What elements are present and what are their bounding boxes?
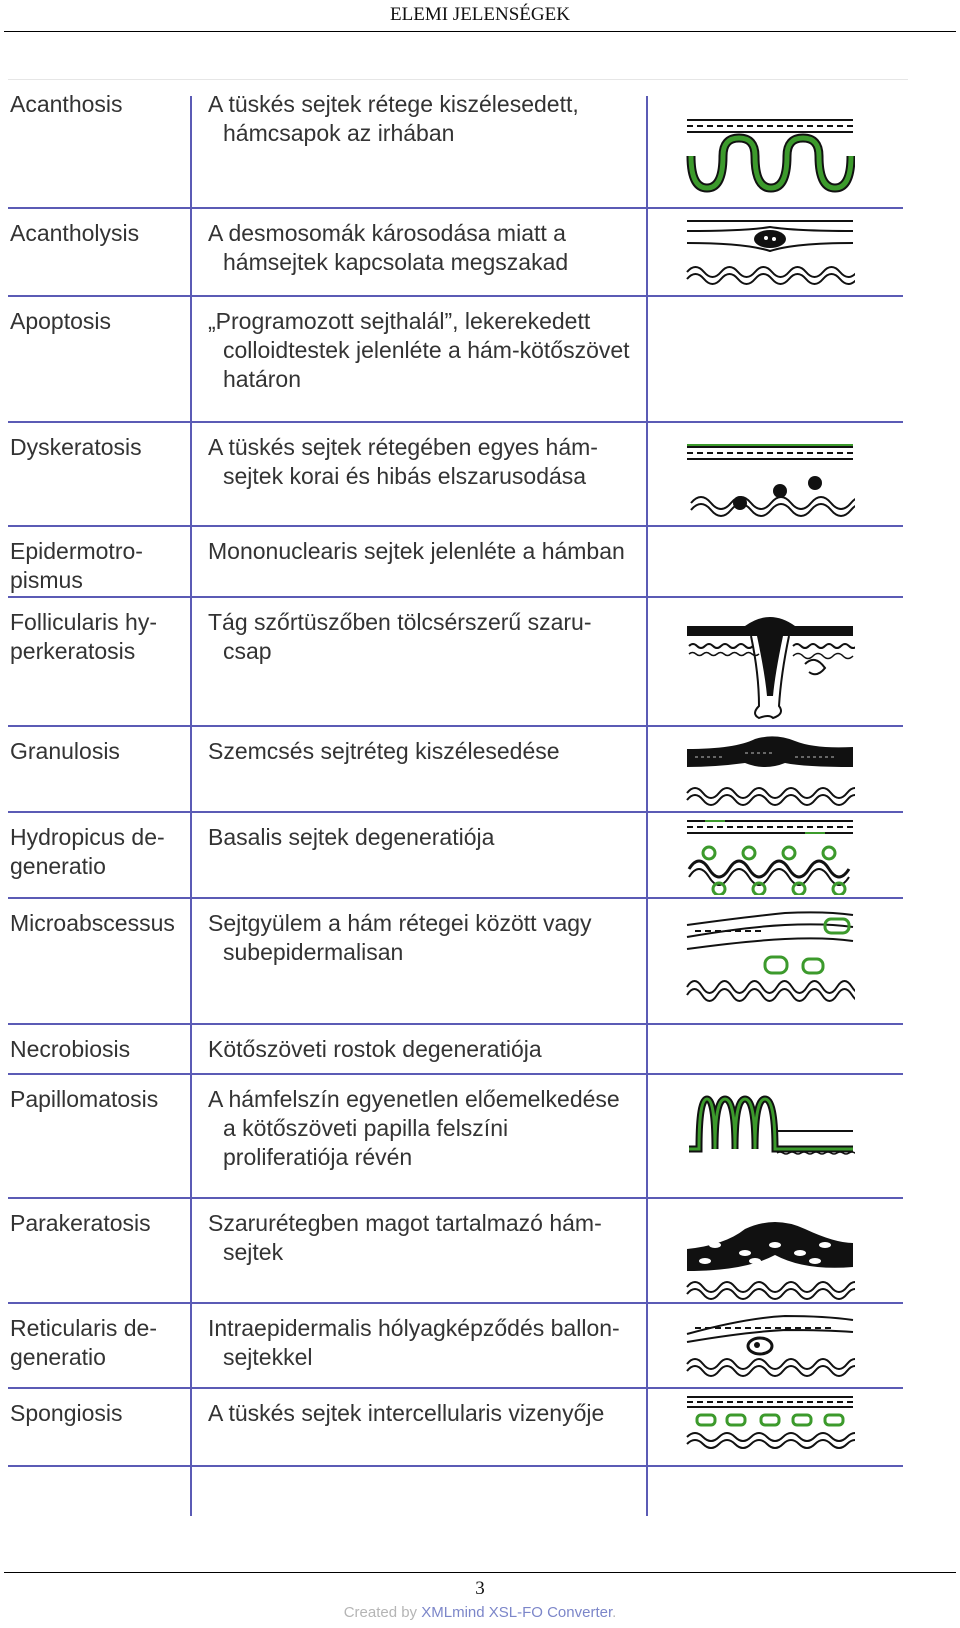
table-row bbox=[8, 1387, 903, 1465]
description-line: „Programozott sejthalál”, lekerekedett bbox=[208, 308, 591, 334]
table-row bbox=[8, 811, 903, 897]
terms-table-figure bbox=[8, 79, 908, 1542]
description-line: A desmosomák károsodása miatt a bbox=[208, 220, 566, 246]
table-bottom-rule bbox=[8, 1465, 903, 1467]
schematic-illustration bbox=[685, 441, 855, 526]
term-label: Spongiosis bbox=[10, 1400, 123, 1426]
term-description bbox=[208, 90, 673, 148]
description-line: sejtek bbox=[223, 1239, 284, 1265]
description-line: határon bbox=[223, 366, 302, 392]
table-row bbox=[8, 725, 903, 811]
term-label: Necrobiosis bbox=[10, 1036, 131, 1062]
description-line: sejtekkel bbox=[223, 1344, 313, 1370]
table-row bbox=[8, 1197, 903, 1302]
description-line: a kötőszöveti papilla felszíni bbox=[223, 1115, 509, 1141]
table-row bbox=[8, 1023, 903, 1073]
table-row bbox=[8, 525, 903, 596]
description-line: proliferatiója révén bbox=[223, 1144, 413, 1170]
term-label: Hydropicus de- generatio bbox=[10, 824, 165, 879]
description-line: A tüskés sejtek rétegében egyes hám- bbox=[208, 434, 598, 460]
term-description bbox=[208, 537, 673, 566]
table-row bbox=[8, 1302, 903, 1387]
description-line: A tüskés sejtek intercellularis vizenyője bbox=[208, 1400, 605, 1426]
description-line: Kötőszöveti rostok degeneratiója bbox=[208, 1036, 542, 1062]
term-description bbox=[208, 823, 673, 852]
term-description bbox=[208, 1314, 673, 1372]
term-label: Granulosis bbox=[10, 738, 120, 764]
table-row bbox=[8, 80, 903, 207]
footer-rule bbox=[4, 1572, 956, 1573]
schematic-illustration bbox=[685, 817, 855, 900]
description-line: Mononuclearis sejtek jelenléte a hámban bbox=[208, 538, 625, 564]
header-rule bbox=[4, 31, 956, 32]
schematic-illustration bbox=[685, 614, 855, 729]
description-line: Intraepidermalis hólyagképződés ballon- bbox=[208, 1315, 620, 1341]
term-label: Follicularis hy- perkeratosis bbox=[10, 609, 157, 664]
description-line: Szarurétegben magot tartalmazó hám- bbox=[208, 1210, 602, 1236]
term-label: Apoptosis bbox=[10, 308, 112, 334]
description-line: csap bbox=[223, 638, 272, 664]
schematic-illustration bbox=[685, 733, 855, 814]
description-line: subepidermalisan bbox=[223, 939, 404, 965]
term-label: Epidermotro- pismus bbox=[10, 538, 143, 593]
description-line: hámsejtek kapcsolata megszakad bbox=[223, 249, 569, 275]
term-label: Microabscessus bbox=[10, 910, 175, 936]
page-number: 3 bbox=[475, 1578, 485, 1599]
term-description bbox=[208, 433, 673, 491]
description-line: A hámfelszín egyenetlen előemelkedése bbox=[208, 1086, 620, 1112]
term-description bbox=[208, 1085, 673, 1172]
description-line: Sejtgyülem a hám rétegei között vagy bbox=[208, 910, 592, 936]
credit-prefix: Created by bbox=[343, 1604, 422, 1621]
schematic-illustration bbox=[685, 905, 855, 1020]
term-label: Dyskeratosis bbox=[10, 434, 142, 460]
table-row bbox=[8, 897, 903, 1023]
description-line: hámcsapok az irhában bbox=[223, 120, 455, 146]
schematic-illustration bbox=[685, 116, 855, 203]
table-row bbox=[8, 421, 903, 525]
term-label: Parakeratosis bbox=[10, 1210, 151, 1236]
term-description bbox=[208, 909, 673, 967]
running-header: ELEMI JELENSÉGEK bbox=[390, 4, 570, 25]
description-line: colloidtestek jelenléte a hám-kötőszövet bbox=[223, 337, 630, 363]
term-label: Acantholysis bbox=[10, 220, 140, 246]
table-row bbox=[8, 295, 903, 421]
term-description bbox=[208, 1209, 673, 1267]
term-description bbox=[208, 608, 673, 666]
table-row bbox=[8, 207, 903, 295]
term-description bbox=[208, 219, 673, 277]
term-description bbox=[208, 737, 673, 766]
description-line: A tüskés sejtek rétege kiszélesedett, bbox=[208, 91, 579, 117]
schematic-illustration bbox=[685, 1079, 855, 1170]
schematic-illustration bbox=[685, 1215, 855, 1308]
term-label: Papillomatosis bbox=[10, 1086, 159, 1112]
credit-suffix: . bbox=[612, 1604, 617, 1621]
schematic-illustration bbox=[685, 217, 855, 292]
description-line: Szemcsés sejtréteg kiszélesedése bbox=[208, 738, 560, 764]
converter-credit bbox=[0, 1604, 960, 1621]
schematic-illustration bbox=[685, 1312, 855, 1389]
credit-tool-name: XMLmind XSL-FO Converter bbox=[421, 1604, 613, 1621]
term-label: Reticularis de- generatio bbox=[10, 1315, 157, 1370]
description-line: Basalis sejtek degeneratiója bbox=[208, 824, 495, 850]
schematic-illustration bbox=[685, 1393, 855, 1462]
term-description bbox=[208, 1399, 673, 1428]
table-row bbox=[8, 596, 903, 725]
description-line: sejtek korai és hibás elszarusodása bbox=[223, 463, 587, 489]
term-description bbox=[208, 307, 673, 394]
table-row bbox=[8, 1073, 903, 1197]
term-label: Acanthosis bbox=[10, 91, 123, 117]
term-description bbox=[208, 1035, 673, 1064]
description-line: Tág szőrtüszőben tölcsérszerű szaru- bbox=[208, 609, 592, 635]
